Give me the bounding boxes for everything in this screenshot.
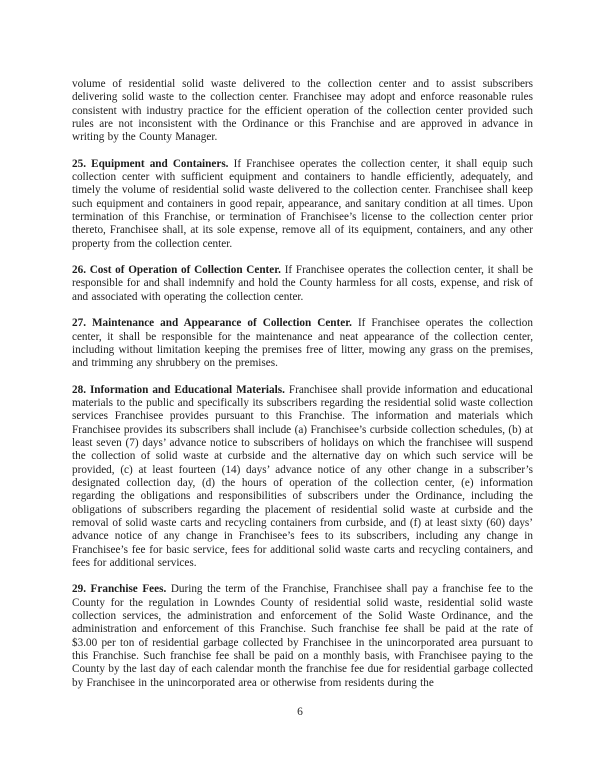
paragraph-section-25: [72, 158, 533, 251]
section-heading: 26. Cost of Operation of Collection Center.: [72, 264, 281, 277]
page-number: 6: [297, 706, 303, 718]
paragraph-section-29: [72, 583, 533, 690]
paragraph-text: During the term of the Franchise, Franchisee shall pay a franchise fee to the County for the regulation in Lowndes County of residential solid waste, residential solid waste collection services, the administration and enforcement of the Solid Waste Ordinance, and the administration and enforcement of this Franchise. Such franchise fee shall be paid at the rate of $3.00 per ton of residential garbage collected by Franchisee in the unincorporated area pursuant to this Franchise. Such franchise fee shall be paid on a monthly basis, with Franchisee paying to the County by the last day of each calendar month the franchise fee due for residential garbage collected by Franchisee in the unincorporated area or otherwise from residents during the: [72, 583, 533, 689]
paragraph-intro-continuation: [72, 78, 533, 145]
paragraph-section-27: [72, 317, 533, 370]
paragraph-text: volume of residential solid waste delivered to the collection center and to assist subscribers delivering solid waste to the collection center. Franchisee may adopt and enforce reasonable rules consistent with industry practice for the efficient operation of the collection center provided such rules are not inconsistent with the Ordinance or this Franchise and are approved in advance in writing by the County Manager.: [72, 78, 533, 144]
section-heading: 28. Information and Educational Materials.: [72, 383, 285, 396]
section-heading: 25. Equipment and Containers.: [72, 157, 229, 170]
paragraph-text: If Franchisee operates the collection center, it shall be responsible for and shall indemnify and hold the County harmless for all costs, expense, and risk of and associated with operating the collection center.: [72, 264, 533, 303]
document-text-block: [72, 78, 533, 703]
paragraph-section-28: [72, 384, 533, 571]
paragraph-text: If Franchisee operates the collection center, it shall be responsible for the maintenance and neat appearance of the collection center, including without limitation keeping the premises free of litter, mowing any grass on the premises, and trimming any shrubbery on the premises.: [72, 317, 533, 370]
section-heading: 27. Maintenance and Appearance of Collection Center.: [72, 317, 352, 330]
paragraph-text: If Franchisee operates the collection center, it shall equip such collection center with sufficient equipment and containers to handle efficiently, adequately, and timely the volume of residential solid waste delivered to the collection center. Franchisee shall keep such equipment and containers in good repair, appearance, and sanitary condition at all times. Upon termination of this Franchise, or termination of Franchisee’s license to the collection center prior thereto, Franchisee shall, at its sole expense, remove all of its equipment, containers, and any other property from the collection center.: [72, 157, 534, 250]
paragraph-text: Franchisee shall provide information and educational materials to the public and specifically its subscribers regarding the residential solid waste collection services Franchisee provides pursuant to this Franchise. The information and materials which Franchisee provides its subscribers shall include (a) Franchisee’s curbside collection schedules, (b) at least seven (7) days’ advance notice to subscribers of holidays on which the franchisee will suspend the collection of solid waste at curbside and the alternative day on which such service will be provided, (c) at least fourteen (14) days’ advance notice of any other change in a subscriber’s designated collection day, (d) the hours of operation of the collection center, (e) information regarding the obligations and responsibilities of subscribers under the Ordinance, including the obligations of subscribers regarding the placement of residential solid waste at curbside and the removal of solid waste carts and recycling containers from curbside, and (f) at least sixty (60) days’ advance notice of any change in Franchisee’s fees to its subscribers, including any change in Franchisee’s fee for basic service, fees for additional solid waste carts and recycling containers, and fees for additional services.: [72, 383, 533, 569]
section-heading: 29. Franchise Fees.: [72, 583, 167, 596]
paragraph-section-26: [72, 264, 533, 304]
